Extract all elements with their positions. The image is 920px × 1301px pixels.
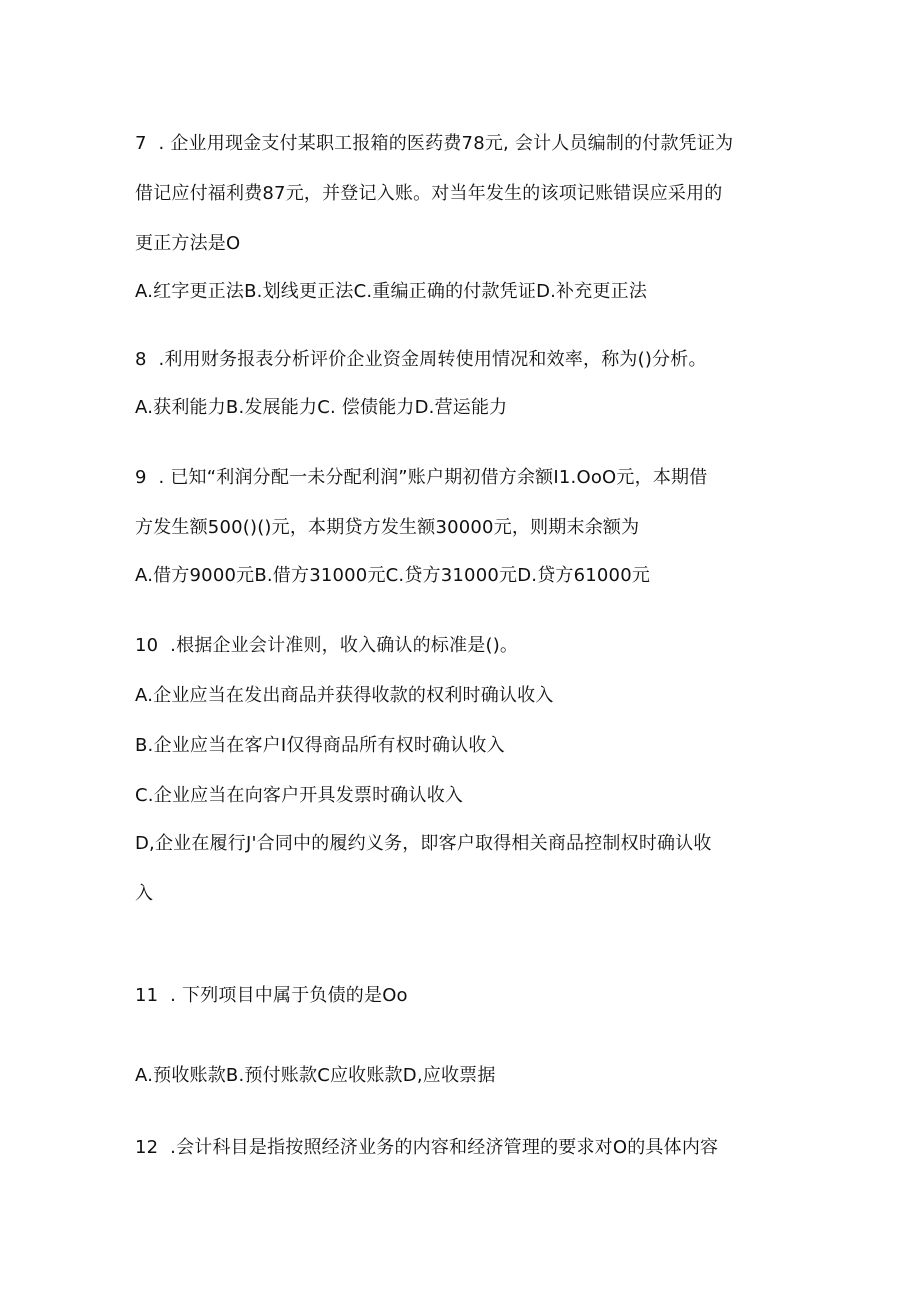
question-10-line-1: 10 .根据企业会计准则，收入确认的标准是()。	[135, 635, 519, 656]
question-8-line-1: 8 .利用财务报表分析评价企业资金周转使用情况和效率，称为()分析。	[135, 349, 707, 370]
question-7-line-1: 7 . 企业用现金支付某职工报箱的医药费78元, 会计人员编制的付款凭证为	[135, 133, 734, 154]
question-9-line-2: 方发生额500()()元，本期贷方发生额30000元，则期末余额为	[135, 517, 640, 538]
question-10-option-a: A.企业应当在发出商品并获得收款的权利时确认收入	[135, 685, 554, 706]
question-12-line-1: 12 .会计科目是指按照经济业务的内容和经济管理的要求对O的具体内容	[135, 1137, 719, 1158]
question-7-line-2: 借记应付福利费87元，并登记入账。对当年发生的该项记账错误应采用的	[135, 183, 723, 204]
question-11-line-1: 11 . 下列项目中属于负债的是Oo	[135, 985, 408, 1006]
question-7-line-3: 更正方法是O	[135, 233, 241, 254]
question-10-option-d-continued: 入	[135, 883, 154, 904]
question-10-option-b: B.企业应当在客户I仅得商品所有权时确认收入	[135, 735, 505, 756]
question-10-option-d: D,企业在履行J'合同中的履约义务，即客户取得相关商品控制权时确认收	[135, 833, 712, 854]
question-9-line-1: 9 . 已知“利润分配一未分配利润”账户期初借方余额I1.OoO元，本期借	[135, 467, 708, 488]
question-8-options: A.获利能力B.发展能力C. 偿债能力D.营运能力	[135, 397, 508, 418]
question-9-options: A.借方9000元B.借方31000元C.贷方31000元D.贷方61000元	[135, 565, 651, 586]
question-11-options: A.预收账款B.预付账款C应收账款D,应收票据	[135, 1065, 496, 1086]
question-10-option-c: C.企业应当在向客户开具发票时确认收入	[135, 785, 464, 806]
question-7-options: A.红字更正法B.划线更正法C.重编正确的付款凭证D.补充更正法	[135, 281, 648, 302]
